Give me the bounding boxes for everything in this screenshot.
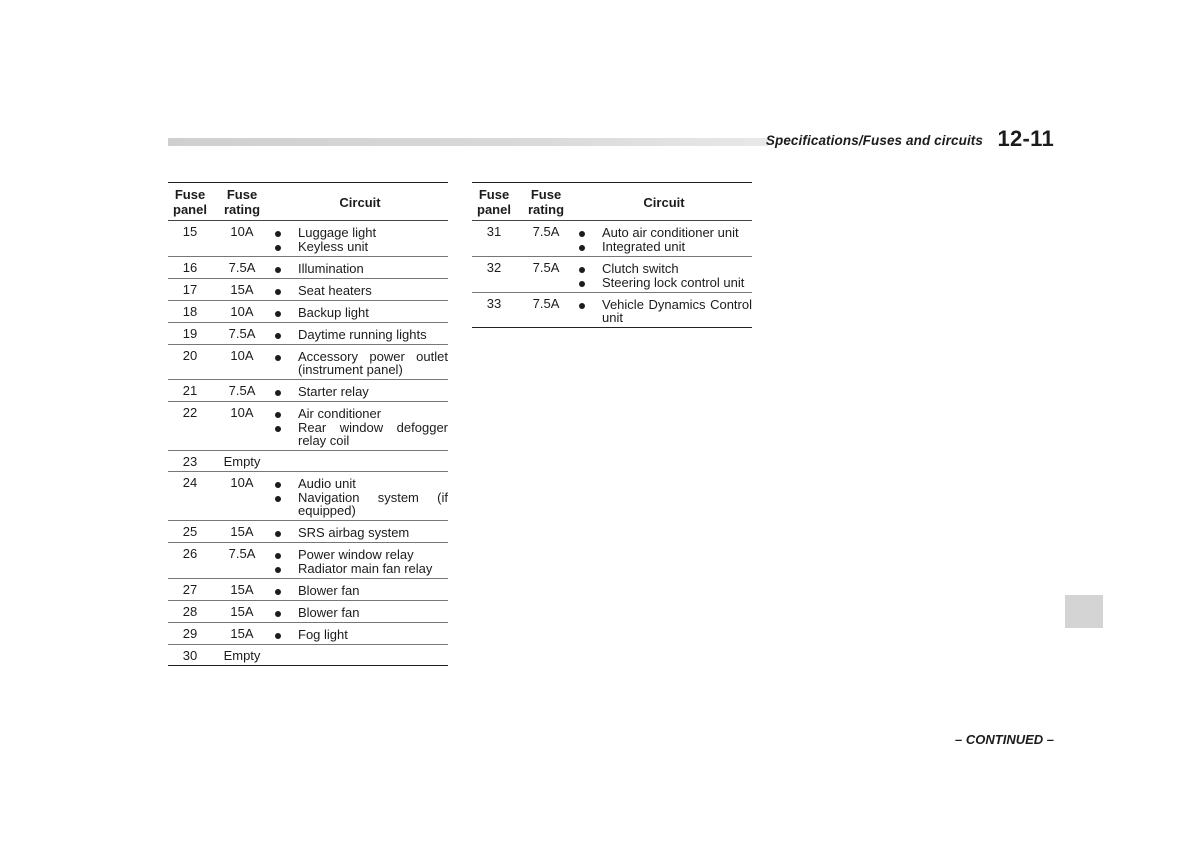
- continued-note: – CONTINUED –: [955, 732, 1054, 747]
- fuse-panel-cell: 23: [168, 451, 212, 472]
- table-row: [168, 402, 448, 451]
- circuit-cell: [272, 623, 448, 645]
- circuit-list: [272, 584, 448, 597]
- circuit-item: Fog light: [272, 628, 448, 641]
- circuit-cell: [272, 472, 448, 521]
- circuit-item: Backup light: [272, 306, 448, 319]
- table-row: [168, 345, 448, 380]
- circuit-cell: [272, 279, 448, 301]
- circuit-item: Navigation system (if equipped): [272, 491, 448, 517]
- fuse-panel-cell: 30: [182, 648, 198, 663]
- fuse-panel-cell: 25: [168, 521, 212, 543]
- header-fuse-panel: [168, 183, 212, 221]
- table-row: [168, 380, 448, 402]
- circuit-list: [272, 262, 448, 275]
- circuit-cell: [272, 645, 448, 666]
- circuit-cell: [272, 521, 448, 543]
- table-row: [168, 257, 448, 279]
- circuit-list: [272, 284, 448, 297]
- fuse-rating-cell: 10A: [212, 472, 272, 521]
- circuit-list: [272, 328, 448, 341]
- table-header-row: [168, 183, 448, 221]
- circuit-item: Audio unit: [272, 477, 448, 490]
- circuit-list: [272, 477, 448, 517]
- fuse-panel-cell: 32: [472, 257, 516, 293]
- table-header-row: [472, 183, 752, 221]
- fuse-panel-cell: 33: [486, 296, 502, 311]
- circuit-cell: [272, 579, 448, 601]
- header-fuse-rating: [516, 183, 576, 221]
- circuit-cell: [272, 451, 448, 472]
- fuse-panel-cell: 22: [168, 402, 212, 451]
- circuit-item: Vehicle Dynamics Control unit: [576, 298, 752, 324]
- fuse-rows-right: [472, 221, 752, 328]
- circuit-list: [272, 526, 448, 539]
- fuse-rating-cell: 7.5A: [212, 257, 272, 279]
- fuse-rating-cell: 10A: [212, 221, 272, 257]
- fuse-rating-cell: 15A: [212, 521, 272, 543]
- fuse-panel-cell: 28: [168, 601, 212, 623]
- fuse-panel-cell: 27: [168, 579, 212, 601]
- table-row: [168, 579, 448, 601]
- header-circuit: Circuit: [272, 183, 448, 221]
- circuit-item: Illumination: [272, 262, 448, 275]
- circuit-list: [272, 306, 448, 319]
- header-fuse-rating: [212, 183, 272, 221]
- circuit-item: Steering lock control unit: [576, 276, 752, 289]
- circuit-cell: [272, 345, 448, 380]
- circuit-cell: [272, 380, 448, 402]
- fuse-rating-cell: 7.5A: [212, 323, 272, 345]
- fuse-rating-cell: 7.5A: [212, 543, 272, 579]
- circuit-item: Blower fan: [272, 584, 448, 597]
- fuse-panel-cell: 20: [168, 345, 212, 380]
- circuit-item: Starter relay: [272, 385, 448, 398]
- header-circuit: Circuit: [576, 183, 752, 221]
- circuit-cell: [576, 293, 752, 328]
- circuit-cell: [272, 323, 448, 345]
- fuse-table-right: [472, 182, 752, 328]
- circuit-item: Blower fan: [272, 606, 448, 619]
- circuit-item: Accessory power outlet (instrument panel): [272, 350, 448, 376]
- fuse-rating-cell: 15A: [212, 601, 272, 623]
- fuse-rating-cell: 7.5A: [212, 380, 272, 402]
- table-row: [168, 451, 448, 472]
- fuse-rating-cell: 10A: [212, 402, 272, 451]
- table-row: [472, 221, 752, 257]
- header-fuse-panel-label: Fuse panel: [173, 187, 207, 217]
- circuit-cell: [272, 402, 448, 451]
- fuse-panel-cell: 16: [168, 257, 212, 279]
- circuit-list: [272, 548, 448, 575]
- fuse-rating-cell: Empty: [223, 648, 261, 663]
- circuit-list: [272, 350, 448, 376]
- fuse-panel-cell: 18: [168, 301, 212, 323]
- circuit-list: [272, 606, 448, 619]
- header-rule: [168, 138, 768, 146]
- circuit-item: Luggage light: [272, 226, 448, 239]
- fuse-panel-cell: 19: [168, 323, 212, 345]
- page-number: 12-11: [997, 126, 1054, 151]
- fuse-rating-cell: 7.5A: [516, 221, 576, 257]
- header-fuse-panel: [472, 183, 516, 221]
- fuse-rating-cell: 7.5A: [516, 257, 576, 293]
- fuse-panel-cell: 24: [168, 472, 212, 521]
- table-row: [168, 221, 448, 257]
- table-row: [168, 279, 448, 301]
- fuse-rating-cell: 10A: [212, 301, 272, 323]
- table-row: [168, 601, 448, 623]
- circuit-item: Clutch switch: [576, 262, 752, 275]
- circuit-list: [272, 385, 448, 398]
- table-row: [168, 645, 448, 666]
- circuit-item: Daytime running lights: [272, 328, 448, 341]
- circuit-cell: [576, 257, 752, 293]
- circuit-cell: [272, 543, 448, 579]
- fuse-panel-cell: 31: [472, 221, 516, 257]
- circuit-item: SRS airbag system: [272, 526, 448, 539]
- fuse-rating-cell: 15A: [212, 623, 272, 645]
- circuit-list: [272, 628, 448, 641]
- circuit-cell: [272, 601, 448, 623]
- table-row: [168, 521, 448, 543]
- fuse-panel-cell: 17: [168, 279, 212, 301]
- circuit-item: Seat heaters: [272, 284, 448, 297]
- fuse-panel-cell: 15: [168, 221, 212, 257]
- fuse-panel-cell: 26: [168, 543, 212, 579]
- circuit-list: [272, 407, 448, 447]
- fuse-table-left: [168, 182, 448, 666]
- fuse-panel-cell: 21: [168, 380, 212, 402]
- circuit-cell: [576, 221, 752, 257]
- header-fuse-panel-label: Fuse panel: [477, 187, 511, 217]
- circuit-cell: [272, 221, 448, 257]
- fuse-rating-cell: 10A: [212, 345, 272, 380]
- circuit-list: [272, 226, 448, 253]
- fuse-rating-cell: 15A: [212, 279, 272, 301]
- header-fuse-rating-label: Fuse rating: [223, 187, 261, 217]
- circuit-item: Integrated unit: [576, 240, 752, 253]
- chapter-tab: [1065, 595, 1103, 628]
- circuit-cell: [272, 301, 448, 323]
- table-row: [168, 323, 448, 345]
- fuse-rating-cell: Empty: [212, 451, 272, 472]
- table-row: [168, 623, 448, 645]
- circuit-item: Keyless unit: [272, 240, 448, 253]
- fuse-rating-cell: 15A: [212, 579, 272, 601]
- table-row: [168, 472, 448, 521]
- circuit-list: [576, 226, 752, 253]
- fuse-rows-left: [168, 221, 448, 666]
- fuse-panel-cell: 29: [168, 623, 212, 645]
- circuit-list: [576, 298, 752, 324]
- table-row: [168, 543, 448, 579]
- circuit-item: Air conditioner: [272, 407, 448, 420]
- table-row: [168, 301, 448, 323]
- section-title: Specifications/Fuses and circuits: [765, 133, 983, 148]
- circuit-list: [576, 262, 752, 289]
- table-row: [472, 257, 752, 293]
- header-fuse-rating-label: Fuse rating: [527, 187, 565, 217]
- circuit-item: Auto air conditioner unit: [576, 226, 752, 239]
- circuit-cell: [272, 257, 448, 279]
- circuit-item: Radiator main fan relay: [272, 562, 448, 575]
- fuse-rating-cell: 7.5A: [532, 296, 560, 311]
- circuit-item: Rear window defogger relay coil: [272, 421, 448, 447]
- circuit-item: Power window relay: [272, 548, 448, 561]
- table-row: [472, 293, 752, 328]
